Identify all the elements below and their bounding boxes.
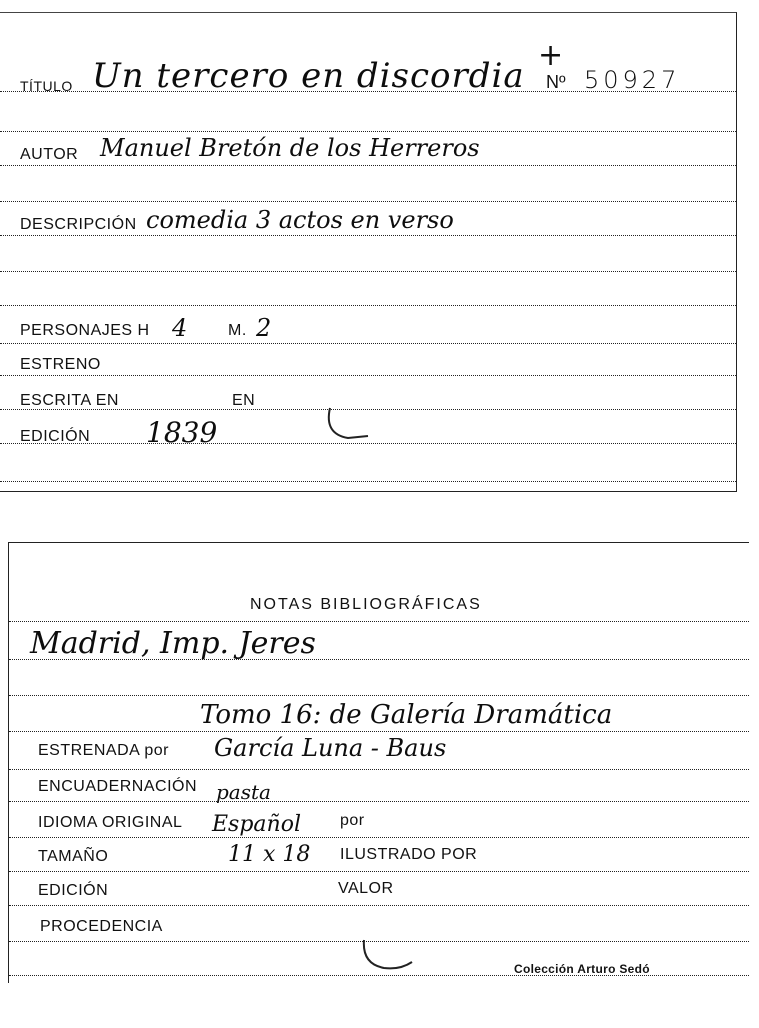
tamano-value: 11 x 18 xyxy=(228,842,311,867)
ink-scribble-mark xyxy=(322,404,382,444)
autor-label: AUTOR xyxy=(20,146,79,163)
ruled-line xyxy=(0,343,736,344)
ruled-line xyxy=(0,235,736,236)
ruled-line xyxy=(0,131,736,132)
ruled-line xyxy=(0,375,736,376)
escrita-label: ESCRITA EN xyxy=(20,392,119,409)
idioma-value: Español xyxy=(212,812,301,837)
encuadernacion-label: ENCUADERNACIÓN xyxy=(38,778,198,795)
en-label: EN xyxy=(232,392,256,409)
numero-mark: + xyxy=(538,38,564,73)
ruled-line xyxy=(9,871,749,872)
descripcion-label: DESCRIPCIÓN xyxy=(20,216,137,233)
procedencia-label: PROCEDENCIA xyxy=(40,918,163,935)
ruled-line xyxy=(9,769,749,770)
ruled-line xyxy=(0,165,736,166)
ruled-line xyxy=(0,201,736,202)
personajes-m-label: M. xyxy=(228,322,247,339)
estrenada-label: ESTRENADA por xyxy=(38,742,169,759)
ruled-line xyxy=(9,695,749,696)
ruled-line xyxy=(9,621,749,622)
ruled-line xyxy=(9,731,749,732)
ruled-line xyxy=(0,481,736,482)
edicion-back-label: EDICIÓN xyxy=(38,882,109,899)
personajes-label: PERSONAJES H xyxy=(20,322,150,339)
personajes-m-value: 2 xyxy=(256,314,272,342)
edicion-value: 1839 xyxy=(146,416,218,449)
ruled-line xyxy=(9,801,749,802)
coleccion-stamp: Colección Arturo Sedó xyxy=(514,962,650,976)
note-line-1: Madrid, Imp. Jeres xyxy=(30,626,316,661)
estrenada-value: García Luna - Baus xyxy=(214,734,447,762)
ruled-line xyxy=(9,837,749,838)
notas-heading: NOTAS BIBLIOGRÁFICAS xyxy=(250,596,482,613)
ruled-line xyxy=(0,305,736,306)
titulo-label: TÍTULO xyxy=(20,78,73,94)
idioma-label: IDIOMA ORIGINAL xyxy=(38,814,183,831)
estreno-label: ESTRENO xyxy=(20,356,101,373)
numero-label: Nº xyxy=(546,72,566,92)
por-label: por xyxy=(340,812,365,829)
autor-value: Manuel Bretón de los Herreros xyxy=(100,134,480,162)
numero-value: 50927 xyxy=(584,66,681,94)
valor-label: VALOR xyxy=(338,880,394,897)
note-line-2: Tomo 16: de Galería Dramática xyxy=(200,700,613,730)
personajes-h-value: 4 xyxy=(172,314,188,342)
descripcion-value: comedia 3 actos en verso xyxy=(146,206,454,234)
tamano-label: TAMAÑO xyxy=(38,848,109,865)
ink-scribble-mark xyxy=(356,936,426,976)
edicion-label: EDICIÓN xyxy=(20,428,91,445)
titulo-value: Un tercero en discordia xyxy=(92,56,525,96)
ruled-line xyxy=(9,905,749,906)
encuadernacion-value: pasta xyxy=(216,780,271,804)
ilustrado-label: ILUSTRADO POR xyxy=(340,846,478,863)
ruled-line xyxy=(0,271,736,272)
